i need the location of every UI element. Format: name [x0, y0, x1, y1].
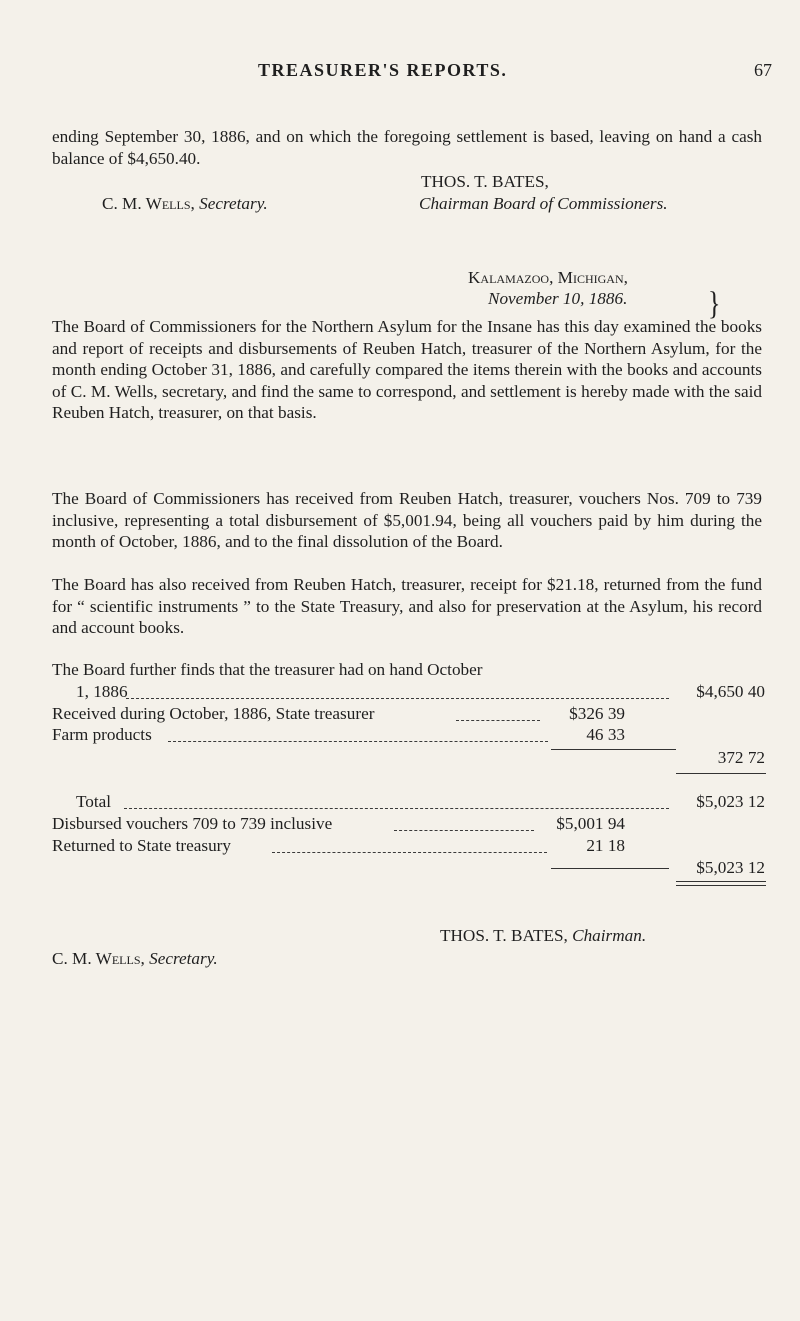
balance-date: 1, 1886	[76, 682, 128, 701]
double-rule-top	[676, 881, 766, 882]
page-header	[0, 60, 800, 90]
chairman-name-2: THOS. T. BATES,	[440, 926, 568, 945]
leader-dots	[124, 806, 669, 809]
secretary-signature-1	[102, 194, 268, 214]
leader-dots	[126, 696, 669, 699]
subtotal-rule	[551, 749, 676, 750]
farm-value: 46 33	[586, 725, 625, 744]
total-rule	[676, 773, 766, 774]
received-value: $326 39	[569, 704, 625, 723]
dateline-date: November 10, 1886.	[488, 289, 628, 308]
chairman-signature-2	[440, 926, 646, 946]
page-number: 67	[754, 60, 772, 80]
dateline-brace: }	[708, 285, 721, 322]
final-total: $5,023 12	[696, 858, 765, 877]
secretary-signature-2	[52, 949, 218, 969]
secretary-name-2: C. M. Wells,	[52, 949, 145, 968]
dateline-place: Kalamazoo, Michigan,	[468, 268, 628, 287]
body-paragraph-2: The Board of Commissioners has received from Reuben Hatch, treasurer, vouchers Nos. 709 to 739 inclusive, representing a total disbursement of $5,001.94, being all vouchers paid by him during the month of October, 1886, and to the final dissolution of the Board.	[52, 489, 762, 551]
body-paragraph-4: The Board further finds that the treasurer had on hand October	[52, 660, 483, 679]
chairman-title-1: Chairman Board of Commissioners.	[419, 194, 668, 213]
returned-value: 21 18	[586, 836, 625, 855]
secretary-title-2: Secretary.	[149, 949, 218, 968]
body-paragraph-3: The Board has also received from Reuben Hatch, treasurer, receipt for $21.18, returned from the fund for “ scientific instruments ” to the State Treasury, and also for preservation at the Asylum, his record and account books.	[52, 575, 762, 637]
farm-label: Farm products	[52, 725, 152, 744]
chairman-title-2: Chairman.	[572, 926, 647, 945]
total-value: $5,023 12	[696, 792, 765, 811]
received-label: Received during October, 1886, State treasurer	[52, 704, 375, 723]
final-rule	[551, 868, 669, 869]
secretary-title-1: Secretary.	[199, 194, 268, 213]
receipts-subtotal: 372 72	[717, 748, 765, 767]
returned-label: Returned to State treasury	[52, 836, 231, 855]
leader-dots	[272, 850, 547, 853]
total-label: Total	[76, 792, 112, 811]
leader-dots	[394, 828, 534, 831]
continuation-paragraph: ending September 30, 1886, and on which the foregoing settlement is based, leaving on hand a cash balance of $4,650.40.	[52, 127, 762, 168]
balance-value: $4,650 40	[696, 682, 765, 701]
double-rule-bottom	[676, 885, 766, 886]
running-title: TREASURER'S REPORTS.	[258, 60, 508, 80]
chairman-name-1: THOS. T. BATES,	[421, 172, 549, 191]
secretary-name-1: C. M. Wells,	[102, 194, 195, 213]
leader-dots	[456, 718, 540, 721]
disbursed-label: Disbursed vouchers 709 to 739 inclusive	[52, 814, 333, 833]
disbursed-value: $5,001 94	[556, 814, 625, 833]
body-paragraph-1: The Board of Commissioners for the Northern Asylum for the Insane has this day examined the books and report of receipts and disbursements of Reuben Hatch, treasurer of the Northern Asylum, for the month ending October 31, 1886, and carefully compared the items therein with the books and accounts of C. M. Wells, secretary, and find the same to correspond, and settlement is hereby made with the said Reuben Hatch, treasurer, on that basis.	[52, 317, 762, 422]
leader-dots	[168, 739, 548, 742]
